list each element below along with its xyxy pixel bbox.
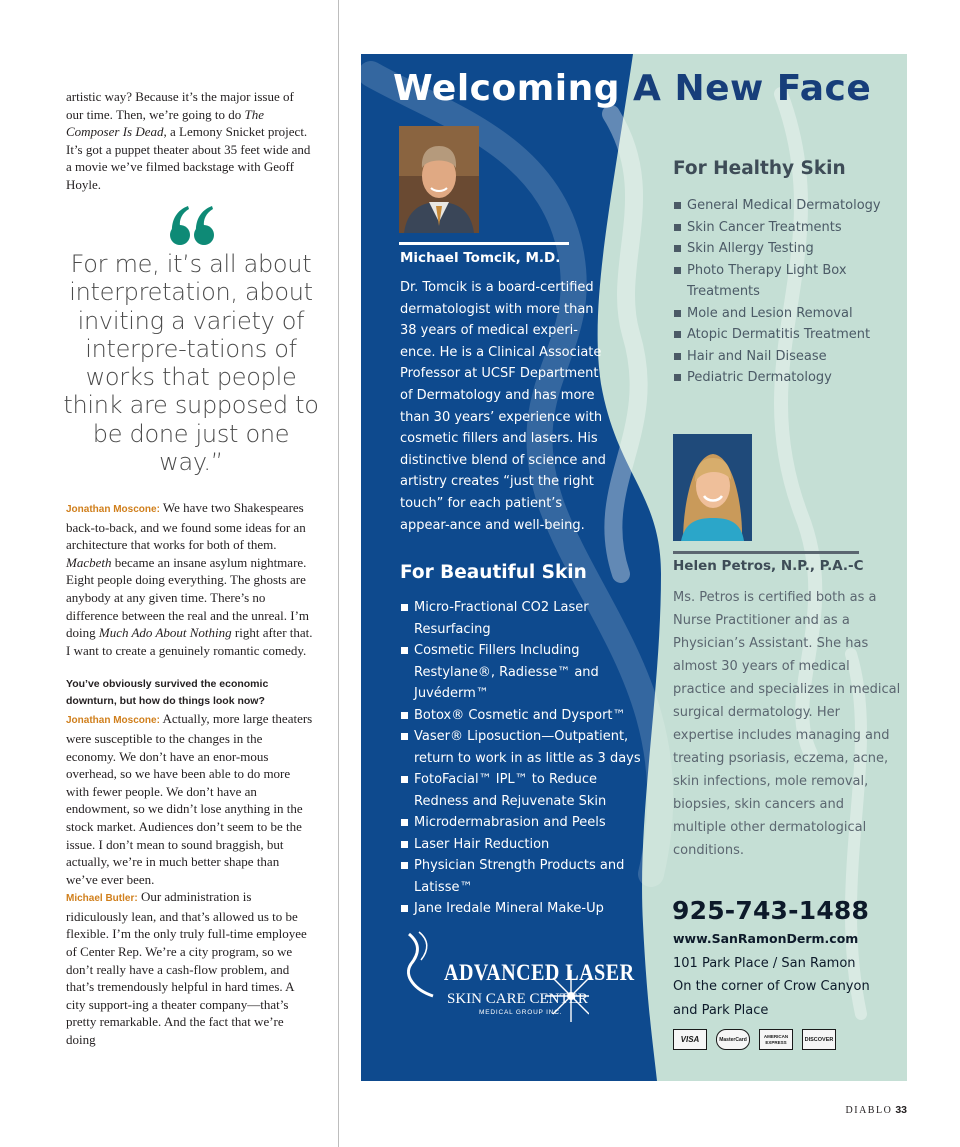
healthy-skin-list [674,195,904,389]
list-item: Hair and Nail Disease [674,346,904,368]
doctor-photo-tomcik [399,126,479,233]
list-item: Jane Iredale Mineral Make-Up [401,898,646,920]
list-item: Skin Cancer Treatments [674,217,904,239]
answer-paragraph-2: Jonathan Moscone: Actually, more large theaters were susceptible to the changes in the economy. We don’t have an enor-mous overhead, so we have been able to do more with fewer people. We don’t have an endowment, so we didn’t lose anything in the stock market. Audiences don’t seem to be the issue. I don’t mean to sound braggish, but actually, we’re in much better shape than we’ve ever been. [66,711,313,887]
logo-text: SKIN CARE CENTER [447,991,588,1007]
advanced-laser-logo [399,930,635,1030]
website-link: www.SanRamonDerm.com [673,931,859,946]
mastercard-icon: MasterCard [716,1029,750,1050]
interview-question: You’ve obviously survived the economic downturn, but how do things look now? [66,678,269,708]
pull-quote: For me, it’s all about interpretation, about inviting a variety of interpre-tations of works that people think are supposed to be done just one way.” [63,250,319,477]
speaker-label: Jonathan Moscone: [66,504,160,515]
list-item: Laser Hair Reduction [401,834,646,856]
article-column [66,88,314,194]
visa-card-icon: VISA [673,1029,707,1050]
page-footer [846,1104,907,1116]
doctor-name: Michael Tomcik, M.D. [400,250,561,266]
magazine-name: DIABLO [845,1105,893,1116]
list-item: Atopic Dermatitis Treatment [674,324,904,346]
phone-number: 925-743-1488 [672,896,870,925]
list-item: Physician Strength Products and Latisse™ [401,855,646,898]
speaker-label: Michael Butler: [66,893,138,905]
doctor-bio: Dr. Tomcik is a board-certified dermatologist with more than 38 years of medical experi-ence. He is a Clinical Associate Professor at UCSF Department of Dermatology and has more than 30 years’ experience with cosmetic fillers and lasers. His distinctive blend of science and artistry creates “just the right touch” for each patient’s appear-ance and well-being. [400,280,606,533]
list-item: Microdermabrasion and Peels [401,812,646,834]
doctor-bio: Ms. Petros is certified both as a Nurse Practitioner and as a Physician’s Assistant. She has almost 30 years of medical practice and specializes in medical surgical dermatology. Her expertise includes managing and treating psoriasis, eczema, acne, skin infections, mole removal, biopsies, skin cancers and multiple other dermatological conditions. [673,590,901,858]
speaker-label: Jonathan Moscone: [66,715,160,727]
divider [673,551,859,554]
dermatology-advertisement [361,54,907,1081]
section-heading-healthy-skin: For Healthy Skin [673,158,846,179]
answer-paragraph-1: Jonathan Moscone: We have two Shakespeares back-to-back, and we found some ideas for an architecture that works for both of them. Macbeth became an insane asylum nightmare. Eight people doing everything. The ghosts are anybody at any given time. There’s no difference between the real and the unreal. I’m doing Much Ado About Nothing right after that. I want to create a genuinely romantic comedy. [66,500,313,658]
list-item: Micro-Fractional CO2 Laser Resurfacing [401,597,646,640]
quote-mark-icon [169,204,215,248]
payment-cards [673,1029,836,1050]
logo-text: ADVANCED LASER [444,960,635,986]
doctor-name: Helen Petros, N.P., P.A.-C [673,558,864,574]
beautiful-skin-list [401,597,646,920]
article-intro: artistic way? Because it’s the major issue of our time. Then, we’re going to do The Composer Is Dead, a Lemony Snicket project. It’s got a puppet theater about 35 feet wide and a movie we’ve filmed backstage with Geoff Hoyle. [66,89,311,192]
discover-card-icon: DISCOVER [802,1029,836,1050]
logo-text: MEDICAL GROUP INC. [479,1009,563,1016]
list-item: FotoFacial™ IPL™ to Reduce Redness and Rejuvenate Skin [401,769,646,812]
list-item: Botox® Cosmetic and Dysport™ [401,705,646,727]
ad-headline: Welcoming A New Face [393,68,872,109]
list-item: Skin Allergy Testing [674,238,904,260]
list-item: General Medical Dermatology [674,195,904,217]
column-divider [338,0,339,1147]
article-body [66,499,314,1049]
list-item: Vaser® Liposuction—Outpatient, return to work in as little as 3 days [401,726,646,769]
american-express-icon: AMERICAN EXPRESS [759,1029,793,1050]
section-heading-beautiful-skin: For Beautiful Skin [400,562,587,583]
list-item: Cosmetic Fillers Including Restylane®, Radiesse™ and Juvéderm™ [401,640,646,705]
page-number: 33 [895,1104,907,1116]
list-item: Photo Therapy Light Box Treatments [674,260,904,303]
list-item: Mole and Lesion Removal [674,303,904,325]
divider [399,242,569,245]
doctor-photo-petros [673,434,752,541]
list-item: Pediatric Dermatology [674,367,904,389]
address: 101 Park Place / San Ramon On the corner of Crow Canyon and Park Place [673,956,870,1018]
answer-paragraph-3: Michael Butler: Our administration is ridiculously lean, and that’s allowed us to be flexible. I’m the only truly full-time employee of Center Rep. We’re a city program, so we don’t really have a cash-flow problem, and that’s tremendously helpful in hard times. A city support-ing a theater company—that’s pretty remarkable. And the fact that we’re doing [66,889,307,1048]
